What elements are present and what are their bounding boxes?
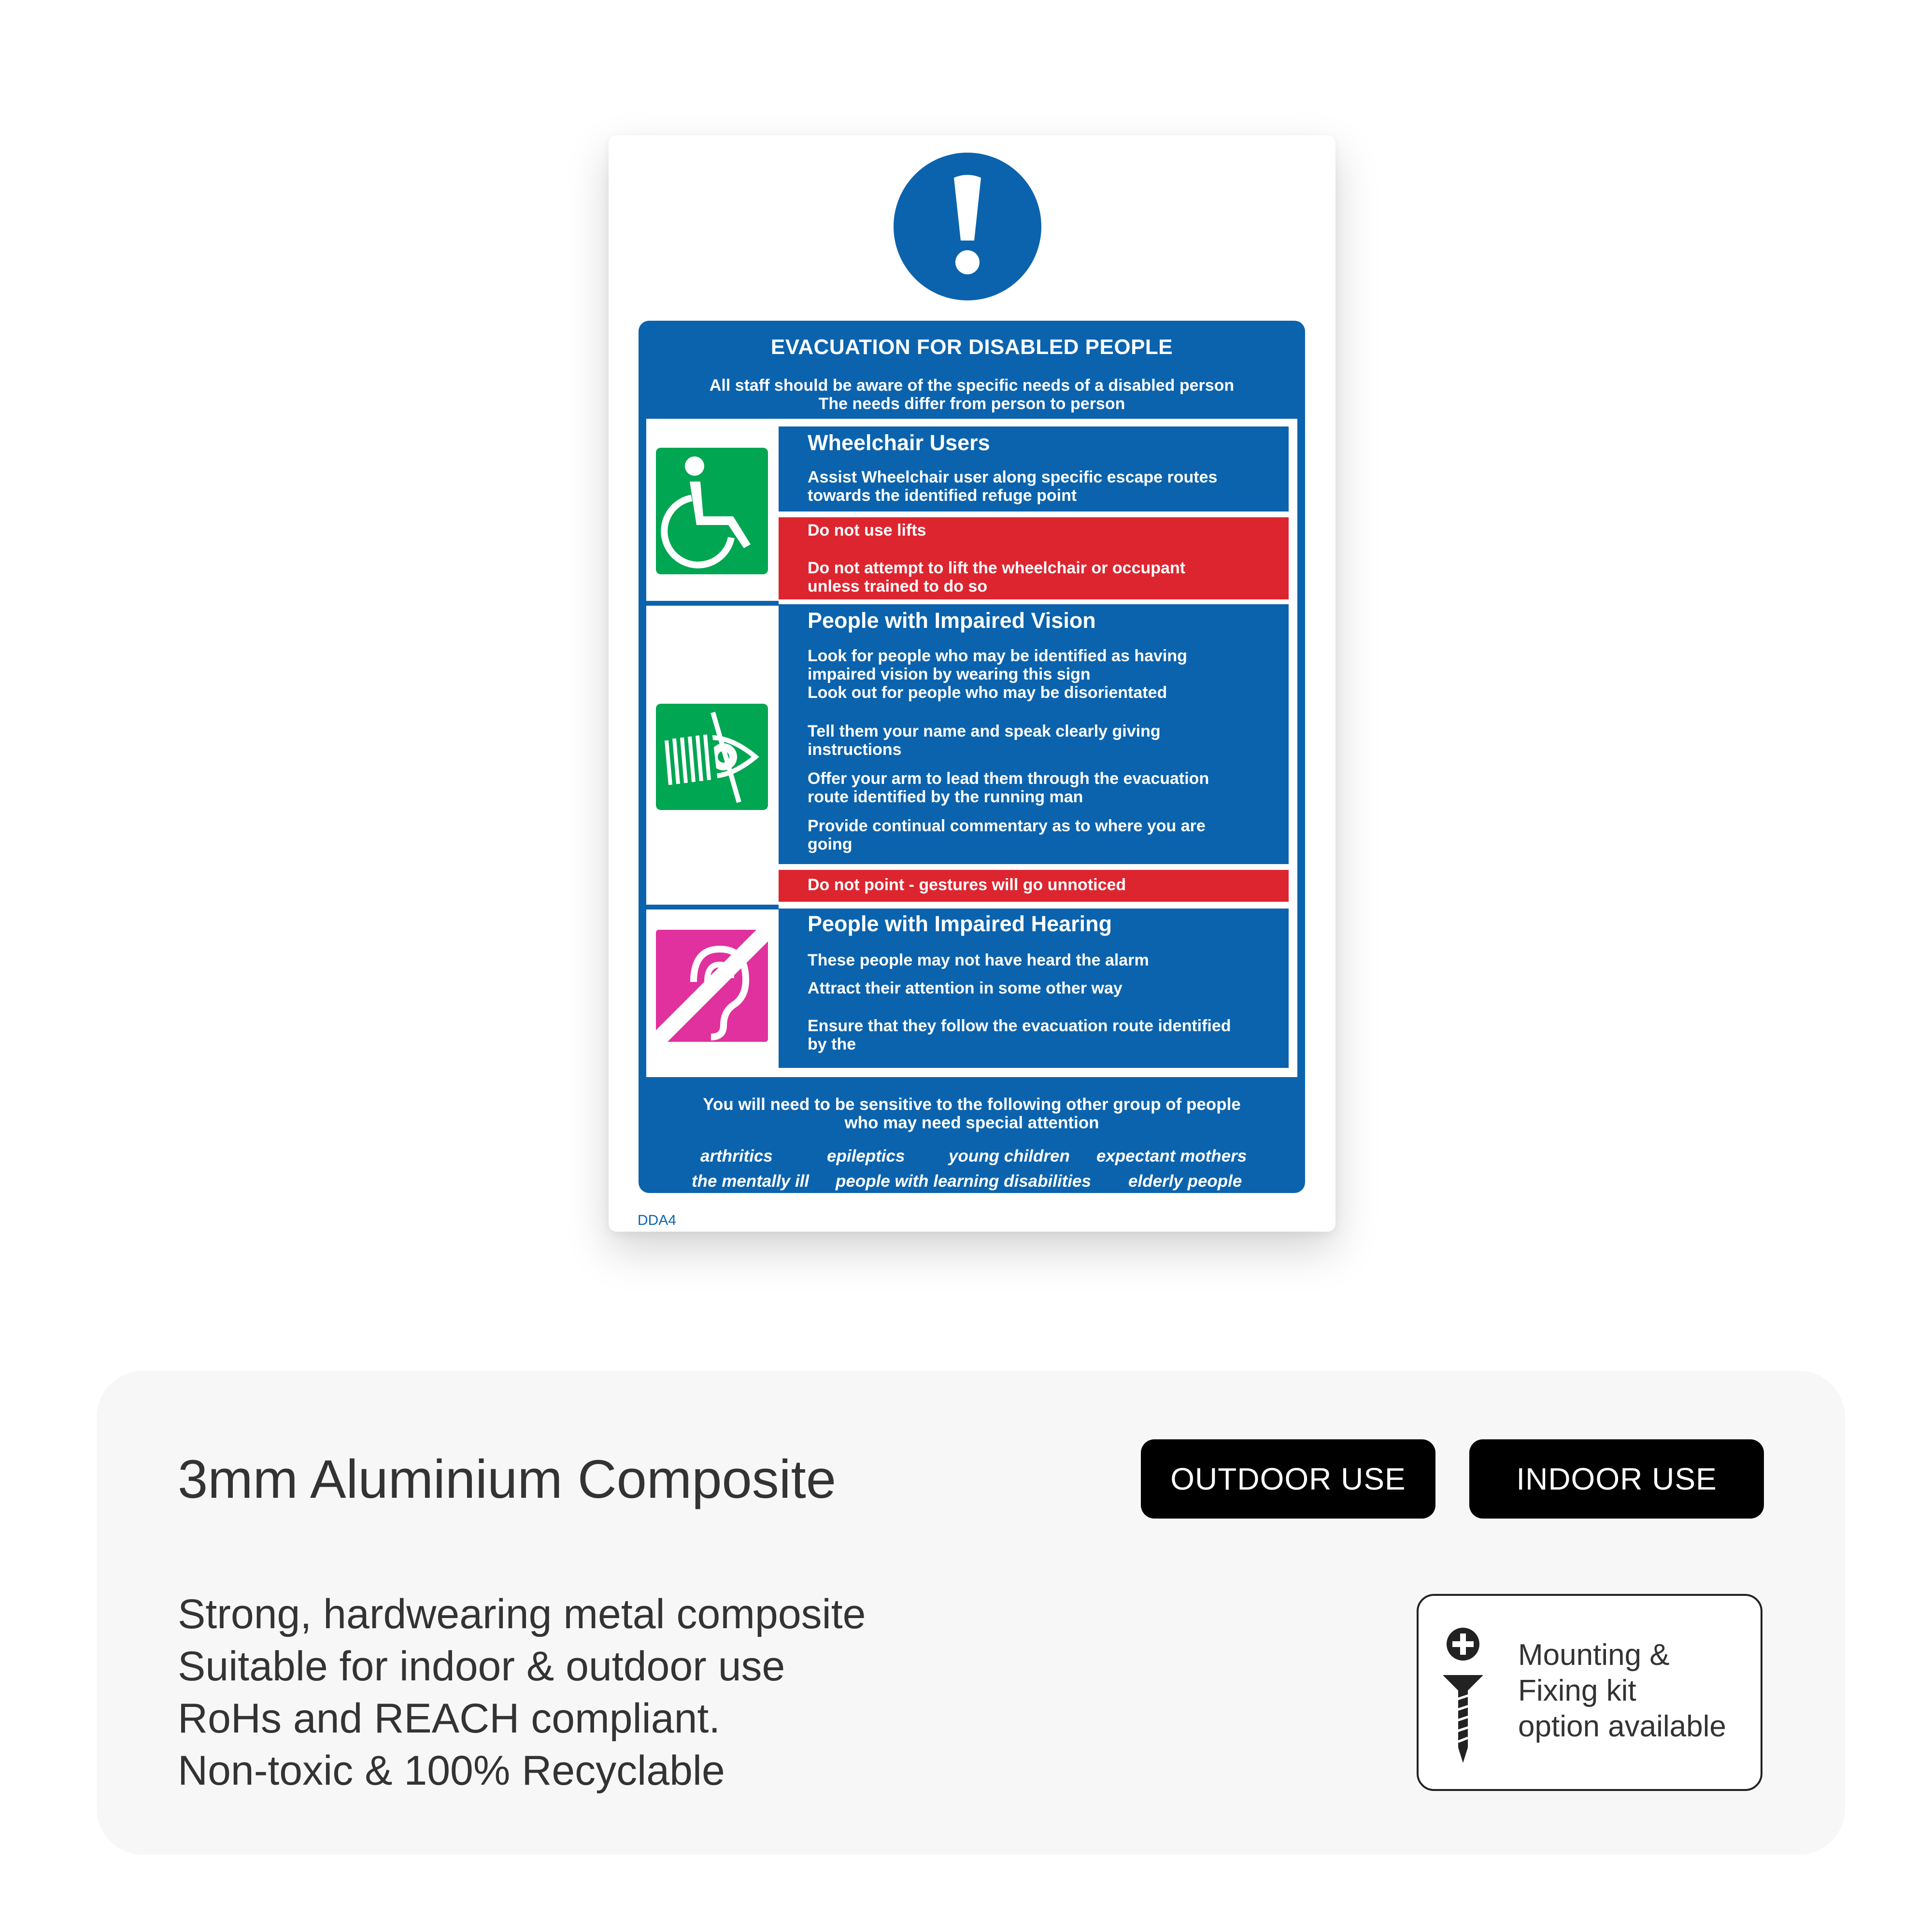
- text-line: Do not attempt to lift the wheelchair or occupant: [808, 559, 1186, 577]
- sign-panel: [639, 321, 1305, 1193]
- wheelchair-icon: [656, 448, 768, 574]
- group-item: young children: [949, 1147, 1070, 1165]
- sign-footer: [639, 1095, 1305, 1132]
- group-item: people with learning disabilities: [836, 1172, 1091, 1191]
- group-item: elderly people: [1128, 1172, 1242, 1191]
- text-line: Look for people who may be identified as having: [808, 647, 1187, 665]
- hearing-info: [779, 909, 1289, 1068]
- feature-item: RoHs and REACH compliant.: [178, 1695, 721, 1742]
- wheelchair-warning: [779, 517, 1289, 599]
- warning-line: Do not use lifts: [808, 521, 926, 540]
- text-line: Provide continual commentary as to where you are: [808, 817, 1206, 835]
- text-line: route identified by the running man: [808, 788, 1083, 806]
- screw-icon: [1440, 1627, 1486, 1767]
- sign-inner: [646, 419, 1297, 1077]
- footer-line: who may need special attention: [844, 1113, 1099, 1132]
- wheelchair-section: [646, 419, 1297, 602]
- text-line: Look out for people who may be disorientated: [808, 683, 1167, 702]
- text-line: Attract their attention in some other way: [808, 979, 1122, 997]
- hearing-text: [808, 1017, 1279, 1053]
- text-line: unless trained to do so: [808, 577, 988, 596]
- vision-text: [808, 722, 1279, 759]
- feature-list: [178, 1588, 866, 1797]
- text-line: by the: [808, 1035, 856, 1053]
- warning-text: [808, 559, 1279, 596]
- text-line: Assist Wheelchair user along specific escape routes: [808, 468, 1218, 486]
- material-title: 3mm Aluminium Composite: [178, 1449, 837, 1509]
- indoor-use-badge: INDOOR USE: [1469, 1439, 1764, 1519]
- kit-line: Fixing kit: [1518, 1674, 1636, 1707]
- material-info-card: [97, 1371, 1845, 1855]
- vision-text: [808, 647, 1279, 702]
- wheelchair-info: [779, 426, 1289, 511]
- text-line: going: [808, 835, 852, 853]
- feature-item: Suitable for indoor & outdoor use: [178, 1643, 785, 1690]
- product-sign: [609, 135, 1335, 1232]
- vision-text: [808, 769, 1279, 806]
- text-line: Ensure that they follow the evacuation route identified: [808, 1017, 1231, 1035]
- feature-item: Strong, hardwearing metal composite: [178, 1591, 866, 1637]
- text-line: towards the identified refuge point: [808, 486, 1077, 505]
- kit-line: option available: [1518, 1710, 1726, 1743]
- vision-warning: [779, 870, 1289, 902]
- exclamation-icon: [894, 153, 1041, 300]
- wheelchair-text: [808, 468, 1279, 505]
- warning-line: Do not point - gestures will go unnoticed: [808, 876, 1126, 894]
- hearing-heading: People with Impaired Hearing: [808, 911, 1112, 936]
- text-line: instructions: [808, 740, 902, 759]
- text-line: impaired vision by wearing this sign: [808, 665, 1091, 683]
- intro-line: The needs differ from person to person: [818, 395, 1125, 413]
- footer-line: You will need to be sensitive to the following other group of people: [703, 1095, 1241, 1114]
- group-item: epileptics: [827, 1147, 905, 1165]
- text-line: These people may not have heard the alarm: [808, 951, 1149, 969]
- feature-item: Non-toxic & 100% Recyclable: [178, 1747, 725, 1794]
- vision-heading: People with Impaired Vision: [808, 608, 1096, 633]
- kit-line: Mounting &: [1518, 1638, 1670, 1672]
- text-line: Tell them your name and speak clearly giving: [808, 722, 1161, 740]
- wheelchair-heading: Wheelchair Users: [808, 430, 990, 455]
- impaired-vision-icon: [656, 704, 768, 810]
- group-item: arthritics: [700, 1147, 773, 1165]
- text-line: Offer your arm to lead them through the evacuation: [808, 769, 1209, 788]
- vision-text: [808, 817, 1279, 853]
- vision-section: [646, 602, 1297, 907]
- sign-code: DDA4: [638, 1212, 677, 1228]
- kit-text: [1518, 1637, 1726, 1745]
- intro-line: All staff should be aware of the specific needs of a disabled person: [709, 376, 1235, 395]
- group-item: the mentally ill: [692, 1172, 810, 1191]
- fixing-kit-box: [1417, 1594, 1762, 1791]
- outdoor-use-badge: OUTDOOR USE: [1141, 1439, 1435, 1519]
- hearing-section: [646, 909, 1297, 1077]
- vision-info: [779, 604, 1289, 864]
- sign-title: EVACUATION FOR DISABLED PEOPLE: [770, 335, 1173, 359]
- group-item: expectant mothers: [1096, 1147, 1247, 1165]
- sign-intro: [639, 376, 1305, 413]
- impaired-hearing-icon: [656, 930, 768, 1042]
